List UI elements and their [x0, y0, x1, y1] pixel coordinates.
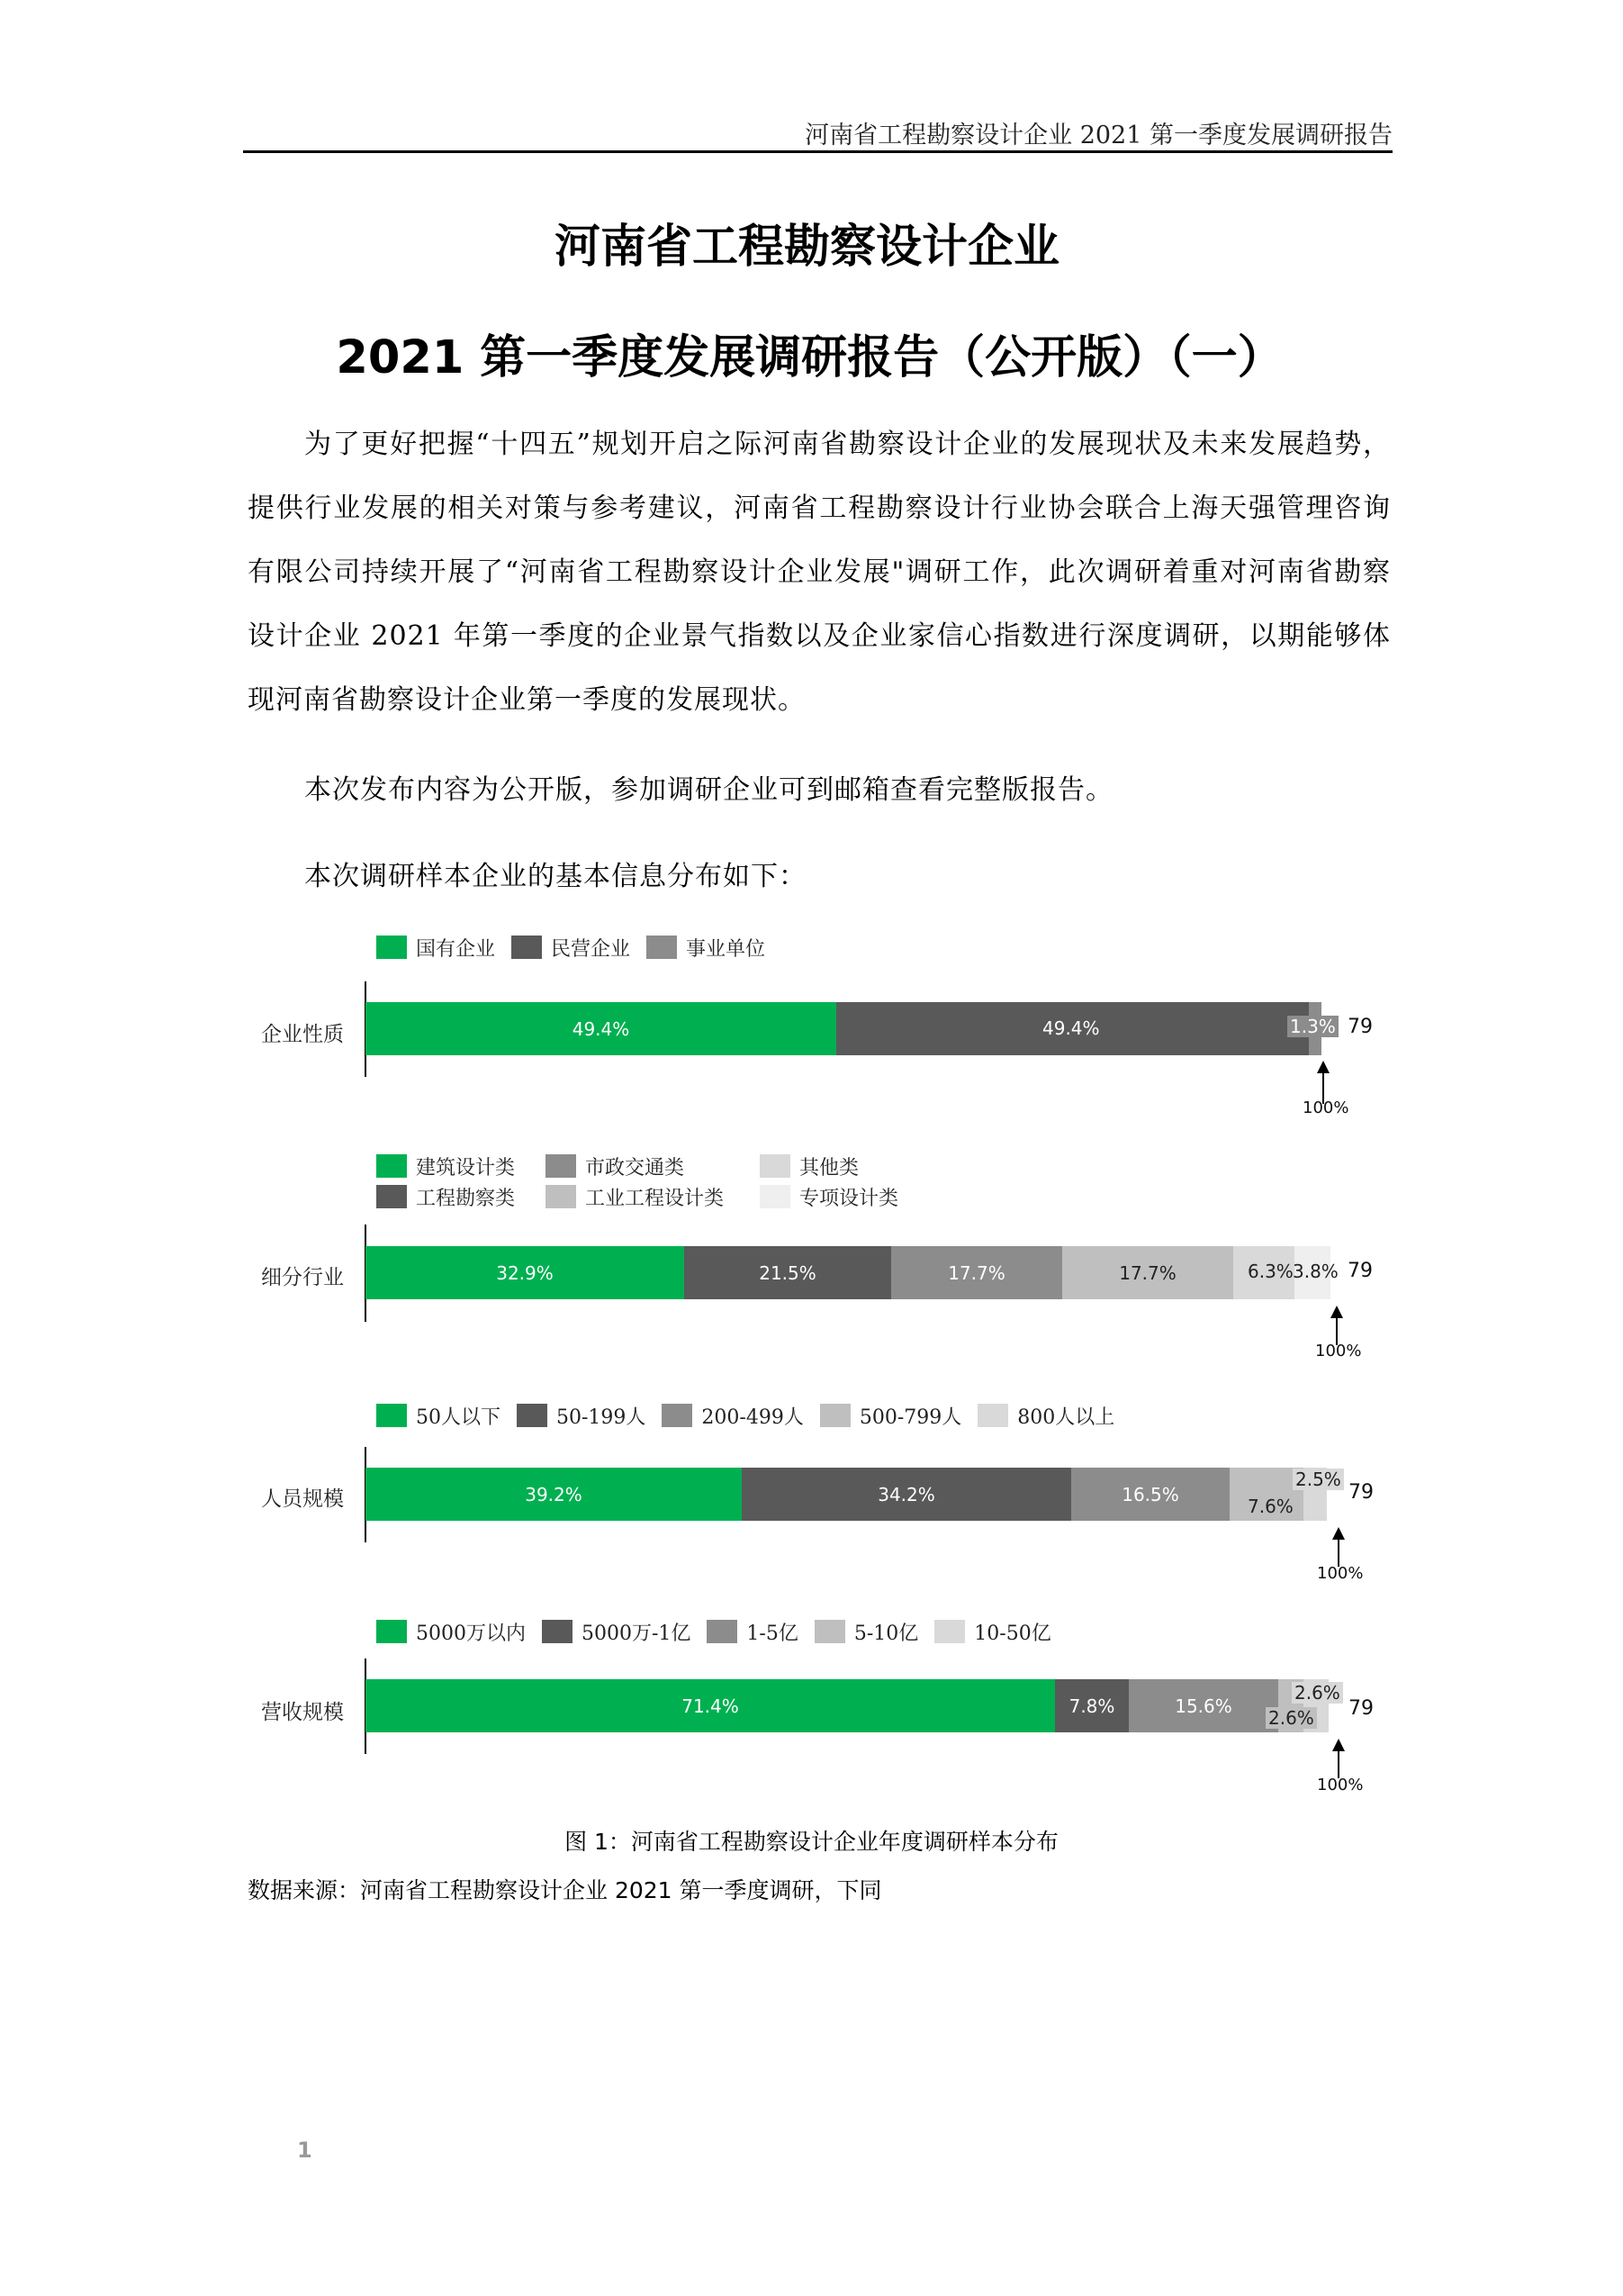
legend-swatch: [934, 1620, 965, 1643]
bar-segment: [1071, 1468, 1230, 1521]
legend-swatch: [815, 1620, 845, 1643]
segment-label: 32.9%: [496, 1261, 554, 1284]
chart-industry-segment: [257, 1151, 1409, 1367]
bar-segment: [365, 1002, 836, 1055]
end-marker-label: 100%: [1317, 1776, 1364, 1794]
segment-label: 34.2%: [878, 1483, 935, 1505]
legend-item: [376, 1618, 526, 1646]
legend-label: 1-5亿: [746, 1622, 798, 1645]
segment-label: 7.8%: [1068, 1695, 1115, 1717]
legend-swatch: [646, 936, 677, 959]
bar-segment: [684, 1246, 891, 1299]
segment-label: 16.5%: [1122, 1483, 1179, 1505]
legend-swatch: [511, 936, 542, 959]
legend-swatch: [542, 1620, 573, 1643]
legend-swatch: [546, 1154, 576, 1178]
legend-item: [376, 1183, 529, 1211]
title-line-1: 河南省工程勘察设计企业: [554, 221, 1059, 274]
bar-segment: [1055, 1679, 1129, 1732]
legend-label: 建筑设计类: [416, 1156, 516, 1180]
chart-staff-size: [257, 1400, 1409, 1598]
sample-intro: 本次调研样本企业的基本信息分布如下：: [304, 861, 807, 892]
header-rule: [243, 150, 1393, 153]
end-marker-label: 100%: [1315, 1342, 1362, 1360]
segment-label: 6.3%: [1248, 1261, 1294, 1282]
segment-label: 2.6%: [1292, 1682, 1343, 1704]
legend: [376, 1400, 1131, 1431]
legend-item: [978, 1402, 1114, 1430]
segment-label: 49.4%: [572, 1017, 630, 1040]
legend-item: [760, 1153, 859, 1180]
segment-label: 49.4%: [1042, 1017, 1100, 1039]
legend: [376, 1616, 1068, 1647]
legend-swatch: [376, 1404, 407, 1427]
end-marker-label: 100%: [1303, 1098, 1349, 1117]
bar-segment: [1062, 1246, 1233, 1299]
legend-item: [376, 1402, 500, 1430]
category-label: 营收规模: [261, 1701, 344, 1724]
legend-swatch: [546, 1185, 576, 1208]
legend: [376, 1151, 915, 1212]
legend-label: 800人以上: [1017, 1406, 1115, 1429]
legend-swatch: [820, 1404, 851, 1427]
legend-label: 5000万-1亿: [582, 1622, 691, 1645]
legend-item: [376, 934, 495, 962]
segment-label: 21.5%: [759, 1261, 816, 1284]
legend-label: 5000万以内: [416, 1622, 526, 1645]
segment-label: 17.7%: [948, 1261, 1005, 1284]
bar-segment: [365, 1246, 684, 1299]
stacked-bar: [365, 1468, 1342, 1521]
category-label: 人员规模: [261, 1487, 344, 1511]
bar-segment: [742, 1468, 1071, 1521]
chart-enterprise-nature: [257, 927, 1409, 1125]
legend-label: 国有企业: [416, 937, 496, 961]
legend-item: [707, 1618, 798, 1646]
chart-revenue-size: [257, 1612, 1409, 1810]
page-number: 1: [297, 2138, 312, 2163]
legend-item: [662, 1402, 803, 1430]
legend-item: [517, 1402, 645, 1430]
legend-label: 其他类: [799, 1156, 860, 1180]
legend-swatch: [707, 1620, 737, 1643]
segment-label: 7.6%: [1248, 1496, 1294, 1517]
data-source: 数据来源：河南省工程勘察设计企业 2021 第一季度调研，下同: [248, 1877, 882, 1903]
legend-label: 市政交通类: [585, 1156, 685, 1180]
public-version-note: 本次发布内容为公开版，参加调研企业可到邮箱查看完整版报告。: [304, 774, 1114, 806]
legend-label: 民营企业: [551, 937, 631, 961]
segment-label: 15.6%: [1175, 1695, 1232, 1717]
segment-label: 1.3%: [1287, 1016, 1339, 1037]
legend-label: 50人以下: [416, 1406, 500, 1429]
bar-segment: [365, 1468, 742, 1521]
legend-label: 500-799人: [859, 1406, 962, 1429]
legend-swatch: [376, 936, 407, 959]
legend-item: [376, 1153, 529, 1180]
legend: [376, 932, 781, 963]
intro-paragraph: 为了更好把握“十四五”规划开启之际河南省勘察设计企业的发展现状及未来发展趋势，提供行业发展的相关对策与参考建议，河南省工程勘察设计行业协会联合上海天强管理咨询有限公司持续开展了“河南省工程勘察设计企业发展"调研工作，此次调研着重对河南省勘察设计企业 2021 年第一季度的企业景气指数以及企业家信心指数进行深度调研，以期能够体现河南省勘察设计企业第一季度的发展现状。: [248, 429, 1391, 716]
legend-swatch: [376, 1620, 407, 1643]
legend-item: [542, 1618, 690, 1646]
running-header: 河南省工程勘察设计企业 2021 第一季度发展调研报告: [805, 122, 1393, 149]
segment-label: 17.7%: [1119, 1261, 1177, 1284]
legend-swatch: [760, 1154, 790, 1178]
stacked-bar: [365, 1246, 1338, 1299]
legend-swatch: [760, 1185, 790, 1208]
legend-label: 50-199人: [556, 1406, 646, 1429]
bar-segment: [891, 1246, 1062, 1299]
category-label: 细分行业: [261, 1266, 344, 1289]
legend-label: 专项设计类: [799, 1187, 899, 1210]
segment-label: 2.5%: [1293, 1469, 1344, 1490]
legend-swatch: [662, 1404, 692, 1427]
total-count: 79: [1348, 1016, 1373, 1038]
end-marker-label: 100%: [1317, 1564, 1364, 1583]
legend-swatch: [376, 1154, 407, 1178]
stacked-bar: [365, 1679, 1342, 1732]
arrow-up-icon: [1338, 1749, 1339, 1778]
legend-label: 事业单位: [686, 937, 766, 961]
bar-segment: [365, 1679, 1055, 1732]
segment-label: 71.4%: [681, 1695, 739, 1717]
legend-label: 5-10亿: [853, 1622, 919, 1645]
legend-item: [646, 934, 765, 962]
total-count: 79: [1348, 1697, 1374, 1720]
legend-item: [820, 1402, 961, 1430]
segment-label: 39.2%: [525, 1483, 582, 1505]
legend-swatch: [517, 1404, 547, 1427]
bar-segment: [1129, 1679, 1278, 1732]
legend-swatch: [978, 1404, 1008, 1427]
legend-item: [760, 1183, 898, 1211]
legend-label: 工程勘察类: [416, 1187, 516, 1210]
legend-item: [511, 934, 630, 962]
legend-label: 200-499人: [701, 1406, 804, 1429]
legend-label: 工业工程设计类: [585, 1187, 725, 1210]
category-label: 企业性质: [261, 1023, 344, 1046]
total-count: 79: [1348, 1260, 1373, 1282]
legend-item: [934, 1618, 1050, 1646]
legend-item: [546, 1153, 744, 1180]
legend-item: [546, 1183, 744, 1211]
total-count: 79: [1348, 1481, 1374, 1504]
figure-caption: 图 1：河南省工程勘察设计企业年度调研样本分布: [564, 1829, 1059, 1855]
stacked-bar: [365, 1002, 1324, 1055]
arrow-up-icon: [1338, 1538, 1339, 1567]
title-line-2: 2021 第一季度发展调研报告（公开版）（一）: [336, 331, 1284, 384]
segment-label: 2.6%: [1266, 1707, 1317, 1729]
legend-swatch: [376, 1185, 407, 1208]
legend-label: 10-50亿: [974, 1622, 1051, 1645]
segment-label: 3.8%: [1293, 1261, 1339, 1282]
legend-item: [815, 1618, 918, 1646]
